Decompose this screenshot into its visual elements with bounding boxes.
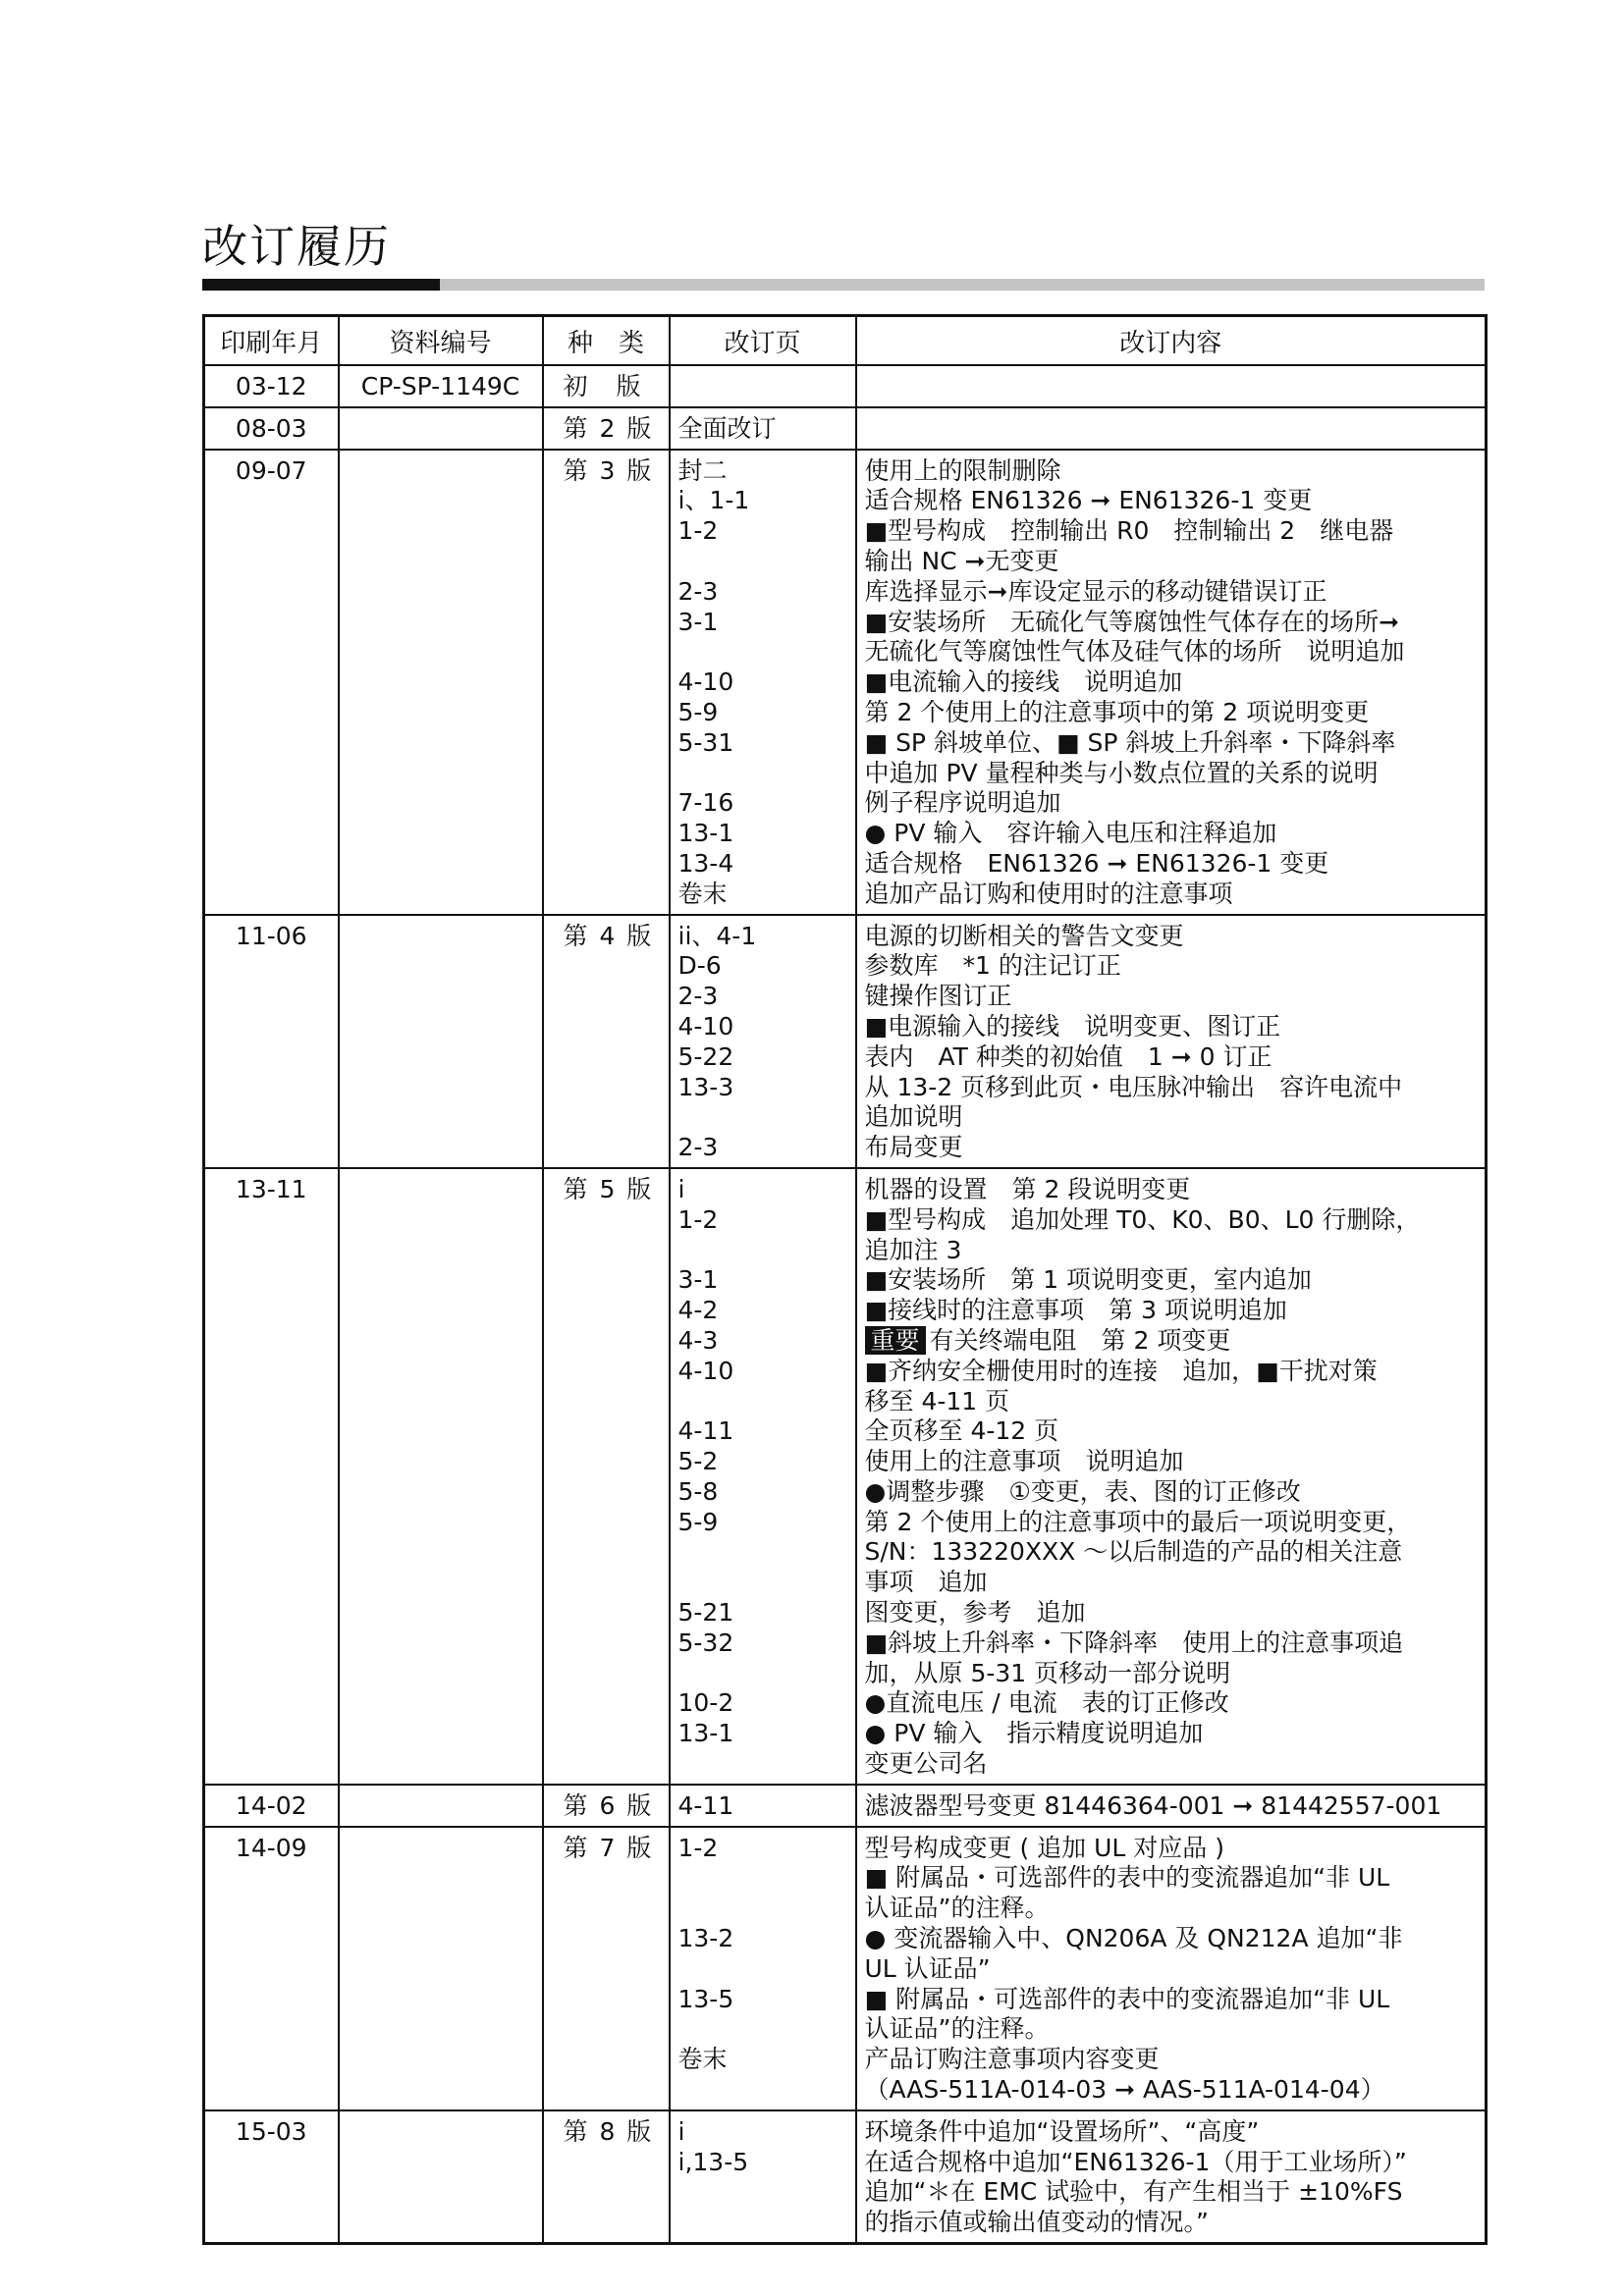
revised-page-line: 全面改订: [677, 413, 777, 443]
revision-content-line: 追加注 3: [864, 1235, 962, 1264]
revised-page-line: 13-2: [677, 1924, 734, 1953]
revised-page-line: 卷末: [677, 879, 728, 908]
doc-number-cell: [339, 2110, 543, 2244]
revised-page-line: 2-3: [677, 1133, 719, 1162]
doc-number-cell: [339, 1168, 543, 1785]
revision-content-line: S/N：133220XXX ～以后制造的产品的相关注意: [864, 1537, 1403, 1567]
revision-content-line: 型号构成变更 ( 追加 UL 对应品 ): [864, 1833, 1224, 1862]
revision-content-line: 库选择显示➞库设定显示的移动键错误订正: [864, 576, 1327, 606]
revision-content-line: 使用上的限制删除: [864, 455, 1061, 485]
revised-page-line: [678, 1863, 855, 1894]
revision-content-line: UL 认证品”: [864, 1953, 991, 1983]
revised-page-line: 4-10: [677, 1011, 734, 1041]
revised-page-line: 4-3: [677, 1325, 719, 1355]
edition-cell: 第 3 版: [543, 450, 670, 915]
revised-page-line: 13-3: [677, 1072, 734, 1101]
revision-content-line: 例子程序说明追加: [864, 788, 1061, 818]
edition-cell: 第 8 版: [543, 2110, 670, 2244]
revised-page-line: [678, 2014, 855, 2045]
revised-page-line: 10-2: [677, 1688, 734, 1718]
revision-content-text: 有关终端电阻 第 2 项变更: [929, 1325, 1231, 1355]
revision-content-line: 电源的切断相关的警告文变更: [864, 921, 1184, 950]
header-doc-number: 资料编号: [339, 316, 543, 366]
revision-content-line: 机器的设置 第 2 段说明变更: [864, 1174, 1191, 1203]
revised-page-line: [678, 1387, 855, 1417]
revision-content-line: 追加产品订购和使用时的注意事项: [864, 879, 1233, 908]
print-date-cell: 13-11: [204, 1168, 339, 1785]
print-date-cell: 14-02: [204, 1785, 339, 1827]
print-date-cell: 11-06: [204, 915, 339, 1168]
revision-content-line: 环境条件中追加“设置场所”、“高度”: [864, 2116, 1260, 2146]
important-badge: 重要: [865, 1326, 926, 1355]
revised-page-line: [678, 759, 855, 789]
revision-content-line: ■型号构成 追加处理 T0、K0、B0、L0 行删除，: [864, 1204, 1421, 1234]
revision-content-line: 事项 追加: [864, 1568, 988, 1597]
revision-content-line: 全页移至 4-12 页: [864, 1416, 1059, 1446]
table-header-row: [204, 316, 1487, 366]
revised-page-line: 3-1: [677, 607, 719, 636]
revised-page-line: 卷末: [677, 2045, 728, 2074]
revision-content-line: 适合规格 EN61326 ➞ EN61326-1 变更: [864, 486, 1313, 515]
revision-content-line: ■斜坡上升斜率・下降斜率 使用上的注意事项追: [864, 1628, 1404, 1657]
header-edition: 种 类: [543, 316, 670, 366]
doc-number-cell: CP-SP-1149C: [339, 365, 543, 407]
page-title: 改订履历: [202, 220, 391, 273]
revision-content-line: 第 2 个使用上的注意事项中的第 2 项说明变更: [864, 697, 1370, 726]
revision-content-line: 认证品”的注释。: [864, 2014, 1050, 2044]
revision-content-line: 滤波器型号变更 81446364-001 ➞ 81442557-001: [864, 1790, 1442, 1820]
revision-content-line: 产品订购注意事项内容变更: [864, 2045, 1160, 2074]
print-date-cell: 08-03: [204, 407, 339, 450]
revision-content-cell: [856, 1827, 1487, 2110]
revision-content-line: [865, 1326, 1486, 1357]
revised-page-line: 13-4: [677, 848, 734, 878]
revised-pages-cell: [670, 915, 856, 1168]
revised-page-line: 2-3: [677, 982, 719, 1011]
edition-cell: 初 版: [543, 365, 670, 407]
print-date-cell: 09-07: [204, 450, 339, 915]
revision-content-line: ■电源输入的接线 说明变更、图订正: [864, 1011, 1281, 1041]
edition-cell: 第 6 版: [543, 1785, 670, 1827]
print-date-cell: 14-09: [204, 1827, 339, 2110]
revision-content-line: 加，从原 5-31 页移动一部分说明: [864, 1658, 1231, 1687]
revised-page-line: 封二: [677, 455, 728, 485]
table-row: [204, 1785, 1487, 1827]
table-row: [204, 915, 1487, 1168]
revised-page-line: i: [677, 1174, 685, 1203]
revision-content-line: 追加说明: [864, 1102, 963, 1132]
revised-page-line: i、1-1: [677, 486, 750, 515]
revised-page-line: 5-9: [677, 1507, 719, 1536]
revision-content-line: ■接线时的注意事项 第 3 项说明追加: [864, 1296, 1287, 1325]
revised-page-line: [678, 1954, 855, 1985]
revision-content-line: 从 13-2 页移到此页・电压脉冲输出 容许电流中: [864, 1072, 1403, 1101]
revision-content-cell: [856, 365, 1487, 407]
revision-content-cell: [856, 2110, 1487, 2244]
revision-content-line: 无硫化气等腐蚀性气体及硅气体的场所 说明追加: [864, 637, 1405, 667]
header-revised-pages: 改订页: [670, 316, 856, 366]
revised-page-line: 1-2: [677, 1833, 719, 1862]
revised-page-line: 4-2: [677, 1296, 719, 1325]
table-row: [204, 1168, 1487, 1785]
revision-content-line: 布局变更: [864, 1133, 963, 1162]
revised-pages-cell: [670, 365, 856, 407]
edition-cell: 第 5 版: [543, 1168, 670, 1785]
doc-number-cell: [339, 1785, 543, 1827]
revision-content-cell: [856, 407, 1487, 450]
revision-content-line: ■安装场所 第 1 项说明变更，室内追加: [864, 1265, 1312, 1295]
revised-pages-cell: [670, 407, 856, 450]
revised-page-line: 13-5: [677, 1984, 734, 2013]
revised-page-line: [678, 1749, 855, 1780]
revision-content-line: 参数库 *1 的注记订正: [864, 951, 1121, 981]
edition-cell: 第 2 版: [543, 407, 670, 450]
revision-content-line: ● PV 输入 容许输入电压和注释追加: [864, 819, 1277, 848]
revision-content-line: 图变更，参考 追加: [864, 1598, 1086, 1628]
revision-content-line: 追加“＊在 EMC 试验中，有产生相当于 ±10%FS: [864, 2177, 1403, 2207]
revision-content-line: ■齐纳安全栅使用时的连接 追加，■干扰对策: [864, 1356, 1378, 1385]
revision-content-line: ●调整步骤 ①变更，表、图的订正修改: [864, 1476, 1301, 1506]
revision-content-line: （AAS-511A-014-03 ➞ AAS-511A-014-04）: [864, 2075, 1385, 2105]
revised-page-line: i,13-5: [677, 2147, 749, 2176]
revised-pages-cell: [670, 450, 856, 915]
revision-content-cell: [856, 1785, 1487, 1827]
revision-content-line: 移至 4-11 页: [864, 1386, 1010, 1415]
revised-page-line: [678, 1894, 855, 1924]
revised-page-line: [678, 2177, 855, 2208]
table-row: [204, 407, 1487, 450]
print-date-cell: 15-03: [204, 2110, 339, 2244]
revision-content-line: 键操作图订正: [864, 982, 1012, 1011]
revised-pages-cell: [670, 1785, 856, 1827]
edition-cell: 第 7 版: [543, 1827, 670, 2110]
revised-page-line: i: [677, 2116, 685, 2146]
print-date-cell: 03-12: [204, 365, 339, 407]
revised-page-line: 5-21: [677, 1598, 734, 1628]
revision-history-table: [202, 314, 1488, 2245]
revision-content-line: [865, 414, 1486, 445]
revision-content-cell: [856, 1168, 1487, 1785]
title-rule-accent: [202, 279, 440, 291]
header-print-date: 印刷年月: [204, 316, 339, 366]
revision-content-line: ■ 附属品・可选部件的表中的变流器追加“非 UL: [864, 1984, 1390, 2013]
table-row: [204, 1827, 1487, 2110]
revision-content-line: 中追加 PV 量程种类与小数点位置的关系的说明: [864, 758, 1379, 787]
revision-content-line: 使用上的注意事项 说明追加: [864, 1447, 1184, 1476]
revised-page-line: 13-1: [677, 819, 734, 848]
revision-content-line: 的指示值或输出值变动的情况。”: [864, 2208, 1209, 2237]
revised-page-line: 3-1: [677, 1265, 719, 1295]
revised-page-line: 4-10: [677, 667, 734, 697]
revised-page-line: 5-31: [677, 727, 734, 757]
edition-cell: 第 4 版: [543, 915, 670, 1168]
revision-content-line: ■电流输入的接线 说明追加: [864, 667, 1183, 697]
revised-page-line: [678, 1659, 855, 1689]
revision-content-line: 在适合规格中追加“EN61326-1（用于工业场所）”: [864, 2147, 1407, 2176]
revised-page-line: D-6: [677, 951, 722, 981]
revised-page-line: [678, 1102, 855, 1133]
revision-content-line: ■安装场所 无硫化气等腐蚀性气体存在的场所➞: [864, 607, 1400, 636]
revised-page-line: 2-3: [677, 576, 719, 606]
revision-content-line: 输出 NC ➞无变更: [864, 546, 1059, 575]
revised-pages-cell: [670, 2110, 856, 2244]
table-row: [204, 2110, 1487, 2244]
revised-page-line: 1-2: [677, 516, 719, 546]
doc-number-cell: [339, 1827, 543, 2110]
revised-page-line: 5-2: [677, 1447, 719, 1476]
revised-pages-cell: [670, 1168, 856, 1785]
revised-page-line: 5-32: [677, 1628, 734, 1657]
revised-page-line: 5-8: [677, 1476, 719, 1506]
revised-page-line: 13-1: [677, 1719, 734, 1748]
revised-pages-cell: [670, 1827, 856, 2110]
revised-page-line: [678, 1537, 855, 1568]
revised-page-line: [678, 2208, 855, 2238]
revised-page-line: [678, 547, 855, 577]
revision-content-line: ●直流电压 / 电流 表的订正修改: [864, 1688, 1229, 1718]
revised-page-line: 4-10: [677, 1356, 734, 1385]
revision-content-line: ● 变流器输入中、QN206A 及 QN212A 追加“非: [864, 1924, 1403, 1953]
table-body: [204, 365, 1487, 2244]
revision-content-cell: [856, 450, 1487, 915]
revision-content-line: ● PV 输入 指示精度说明追加: [864, 1719, 1204, 1748]
revision-content-line: ■ SP 斜坡单位、■ SP 斜坡上升斜率・下降斜率: [864, 727, 1396, 757]
revision-content-line: 认证品”的注释。: [864, 1894, 1050, 1923]
revised-page-line: 7-16: [677, 788, 734, 818]
revised-page-line: 5-9: [677, 697, 719, 726]
revised-page-line: ii、4-1: [677, 921, 757, 950]
revised-page-line: [678, 1568, 855, 1598]
revised-page-line: 4-11: [677, 1790, 734, 1820]
revised-page-line: 5-22: [677, 1041, 734, 1071]
revised-page-line: 4-11: [677, 1416, 734, 1446]
revision-content-line: ■ 附属品・可选部件的表中的变流器追加“非 UL: [864, 1863, 1390, 1893]
title-rule: [202, 279, 1485, 291]
revised-page-line: [678, 1236, 855, 1266]
revised-page-line: 1-2: [677, 1204, 719, 1234]
doc-number-cell: [339, 407, 543, 450]
revision-content-line: 表内 AT 种类的初始值 1 ➞ 0 订正: [864, 1041, 1272, 1071]
header-revision-content: 改订内容: [856, 316, 1487, 366]
table-row: [204, 450, 1487, 915]
revision-content-line: ■型号构成 控制输出 R0 控制输出 2 继电器: [864, 516, 1394, 546]
revision-content-cell: [856, 915, 1487, 1168]
doc-number-cell: [339, 450, 543, 915]
table-row: [204, 365, 1487, 407]
revision-content-line: 第 2 个使用上的注意事项中的最后一项说明变更，: [864, 1507, 1412, 1536]
revised-page-line: [678, 637, 855, 667]
revision-content-line: 适合规格 EN61326 ➞ EN61326-1 变更: [864, 848, 1329, 878]
doc-number-cell: [339, 915, 543, 1168]
revised-page-line: [678, 2075, 855, 2106]
revision-content-line: 变更公司名: [864, 1749, 988, 1779]
